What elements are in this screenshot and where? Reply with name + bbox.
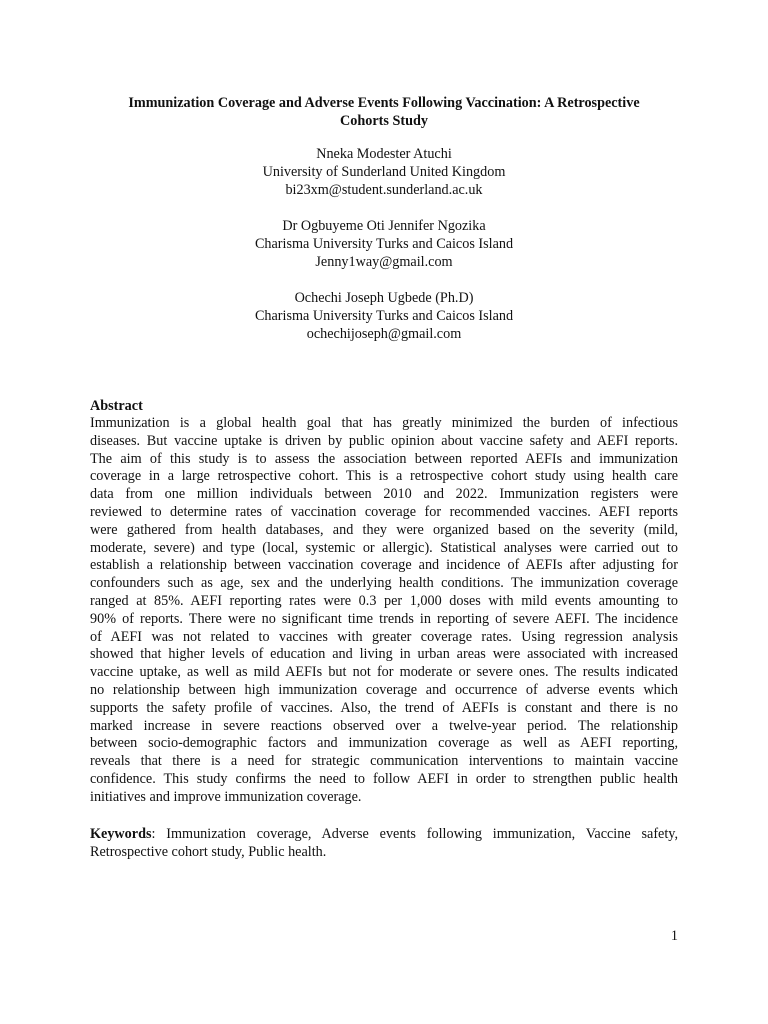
- author-block: [90, 289, 678, 343]
- abstract-line: 90% of reports. There were no significant time trends in reporting of severe AEFI. The incidence: [90, 610, 678, 627]
- keywords-text: : Immunization coverage, Adverse events following immunization, Vaccine safety,: [151, 826, 678, 842]
- abstract-line: moderate, severe) and type (local, systemic or allergic). Statistical analyses were carried out to: [90, 539, 678, 556]
- author-affiliation: Charisma University Turks and Caicos Island: [254, 308, 514, 324]
- author-name: Ochechi Joseph Ugbede (Ph.D): [294, 290, 474, 306]
- abstract-line: coverage in a large retrospective cohort. This is a retrospective cohort study using health care: [90, 468, 678, 485]
- abstract-line: reviewed to determine rates of vaccination coverage for recommended vaccines. AEFI reports: [90, 503, 678, 520]
- abstract-line: ranged at 85%. AEFI reporting rates were 0.3 per 1,000 doses with mild events amounting to: [90, 592, 678, 609]
- author-email: Jenny1way@gmail.com: [315, 254, 453, 270]
- author-block: [90, 145, 678, 199]
- abstract-line: confidence. This study confirms the need to follow AEFI in order to strengthen public health: [90, 770, 678, 787]
- abstract-line: confounders such as age, sex and the underlying health conditions. The immunization coverage: [90, 575, 678, 592]
- author-affiliation: University of Sunderland United Kingdom: [262, 164, 506, 180]
- title-line: Cohorts Study: [340, 113, 428, 129]
- author-block: [90, 217, 678, 271]
- keywords-line: Retrospective cohort study, Public health.: [90, 844, 327, 860]
- paper-title: [90, 94, 678, 130]
- abstract-body: [90, 415, 678, 807]
- keywords-line: [90, 825, 678, 843]
- author-name: Nneka Modester Atuchi: [316, 146, 452, 162]
- abstract-heading: Abstract: [90, 398, 143, 414]
- abstract-line: vaccine uptake, as well as mild AEFIs but not for moderate or severe ones. The results indicated: [90, 664, 678, 681]
- keywords-section: [90, 825, 678, 861]
- abstract-line: between socio-demographic factors and immunization coverage as well as AEFI reporting,: [90, 735, 678, 752]
- abstract-line: data from one million individuals between 2010 and 2022. Immunization registers were: [90, 486, 678, 503]
- author-email: bi23xm@student.sunderland.ac.uk: [285, 182, 483, 198]
- abstract-line: reveals that there is a need for strategic communication interventions to maintain vaccine: [90, 753, 678, 770]
- abstract-line: no relationship between high immunization coverage and occurrence of adverse events which: [90, 681, 678, 698]
- abstract-line: marked increase in severe reactions observed over a twelve-year period. The relationship: [90, 717, 678, 734]
- abstract-line: establish a relationship between vaccination coverage and incidence of AEFIs after adjusting for: [90, 557, 678, 574]
- title-line: Immunization Coverage and Adverse Events Following Vaccination: A Retrospective: [128, 95, 640, 111]
- author-affiliation: Charisma University Turks and Caicos Island: [254, 236, 514, 252]
- page-number: 1: [670, 928, 678, 944]
- abstract-line: initiatives and improve immunization coverage.: [90, 788, 362, 805]
- abstract-line: Immunization is a global health goal that has greatly minimized the burden of infectious: [90, 415, 678, 431]
- keywords-label: Keywords: [90, 826, 152, 842]
- abstract-line: The aim of this study is to assess the association between reported AEFIs and immunization: [90, 450, 678, 467]
- abstract-line: showed that higher levels of education and living in urban areas were associated with increased: [90, 646, 678, 663]
- abstract-line: supports the safety profile of vaccines. Also, the trend of AEFIs is constant and there is no: [90, 699, 678, 716]
- author-email: ochechijoseph@gmail.com: [306, 326, 462, 342]
- abstract-line: diseases. But vaccine uptake is driven by public opinion about vaccine safety and AEFI reports.: [90, 432, 678, 449]
- abstract-line: were gathered from health databases, and they were organized based on the severity (mild,: [90, 521, 678, 538]
- abstract-line: of AEFI was not related to vaccines with greater coverage rates. Using regression analysis: [90, 628, 678, 645]
- author-name: Dr Ogbuyeme Oti Jennifer Ngozika: [282, 218, 486, 234]
